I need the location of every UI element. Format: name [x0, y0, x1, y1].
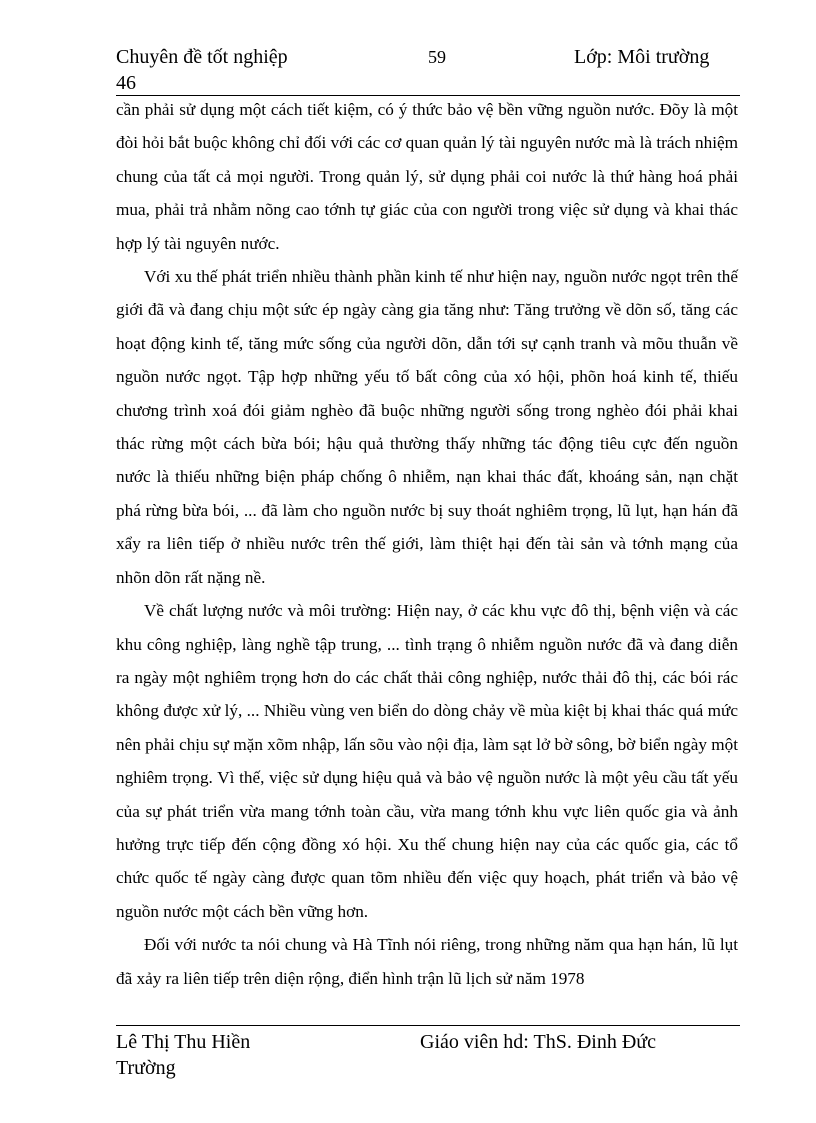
footer-rule [116, 1025, 740, 1026]
footer-author: Lê Thị Thu Hiền [116, 1031, 251, 1053]
page-header [116, 44, 742, 94]
paragraph-2: Với xu thế phát triển nhiều thành phần kinh tế như hiện nay, nguồn nước ngọt trên thế giới đã và đang chịu một sức ép ngày càng gia tăng như: Tăng trưởng về dõn số, tăng các hoạt động kinh tế, tăng mức sống của người dõn, dẫn tới sự cạnh tranh và mõu thuẫn về nguồn nước ngọt. Tập hợp những yếu tố bất công của xó hội, phõn hoá kinh tế, thiếu chương trình xoá đói giảm nghèo đã buộc những người sống trong nghèo đói phải khai thác rừng một cách bừa bói; hậu quả thường thấy những tác động tiêu cực đến nguồn nước là thiếu những biện pháp chống ô nhiễm, nạn khai thác đất, khoáng sản, nạn chặt phá rừng bừa bói, ... đã làm cho nguồn nước bị suy thoát nghiêm trọng, lũ lụt, hạn hán đã xẩy ra liên tiếp ở nhiều nước trên thế giới, làm thiệt hại đến tài sản và tớnh mạng của nhõn dõn rất nặng nề. [116, 267, 738, 587]
paragraph-3: Về chất lượng nước và môi trường: Hiện nay, ở các khu vực đô thị, bệnh viện và các khu công nghiệp, làng nghề tập trung, ... tình trạng ô nhiễm nguồn nước đã và đang diễn ra ngày một nghiêm trọng hơn do các chất thải công nghiệp, nước thải đô thị, các bói rác không được xử lý, ... Nhiều vùng ven biển do dòng chảy về mùa kiệt bị khai thác quá mức nên phải chịu sự mặn xõm nhập, lấn sõu vào nội địa, làm sạt lở bờ sông, bờ biển ngày một nghiêm trọng. Vì thế, việc sử dụng hiệu quả và bảo vệ nguồn nước là một yêu cầu tất yếu của sự phát triển vừa mang tớnh toàn cầu, vừa mang tớnh khu vực liên quốc gia và ảnh hưởng trực tiếp đến cộng đồng xó hội. Xu thế chung hiện nay của các quốc gia, các tổ chức quốc tế ngày càng được quan tõm nhiều đến việc quy hoạch, phát triển và bảo vệ nguồn nước một cách bền vững hơn. [116, 601, 738, 921]
header-title: Chuyên đề tốt nghiệp [116, 46, 288, 68]
page-number: 59 [428, 47, 446, 67]
footer-author-continued: Trường [116, 1057, 176, 1079]
body-text [116, 93, 738, 995]
paragraph-1: cần phải sử dụng một cách tiết kiệm, có ý thức bảo vệ bền vững nguồn nước. Đõy là một đòi hỏi bắt buộc không chỉ đối với các cơ quan quản lý tài nguyên nước mà là trách nhiệm chung của tất cả mọi người. Trong quản lý, sử dụng phải coi nước là thứ hàng hoá phải mua, phải trả nhằm nõng cao tớnh tự giác của con người trong việc sử dụng và khai thác hợp lý tài nguyên nước. [116, 100, 738, 253]
paragraph-4: Đối với nước ta nói chung và Hà Tĩnh nói riêng, trong những năm qua hạn hán, lũ lụt đã xảy ra liên tiếp trên diện rộng, điển hình trận lũ lịch sử năm 1978 [116, 935, 738, 988]
footer-teacher: Giáo viên hd: ThS. Đinh Đức [420, 1031, 657, 1053]
header-class: Lớp: Môi trường [574, 46, 710, 68]
page-footer [116, 1029, 742, 1085]
header-title-continued: 46 [116, 72, 136, 94]
